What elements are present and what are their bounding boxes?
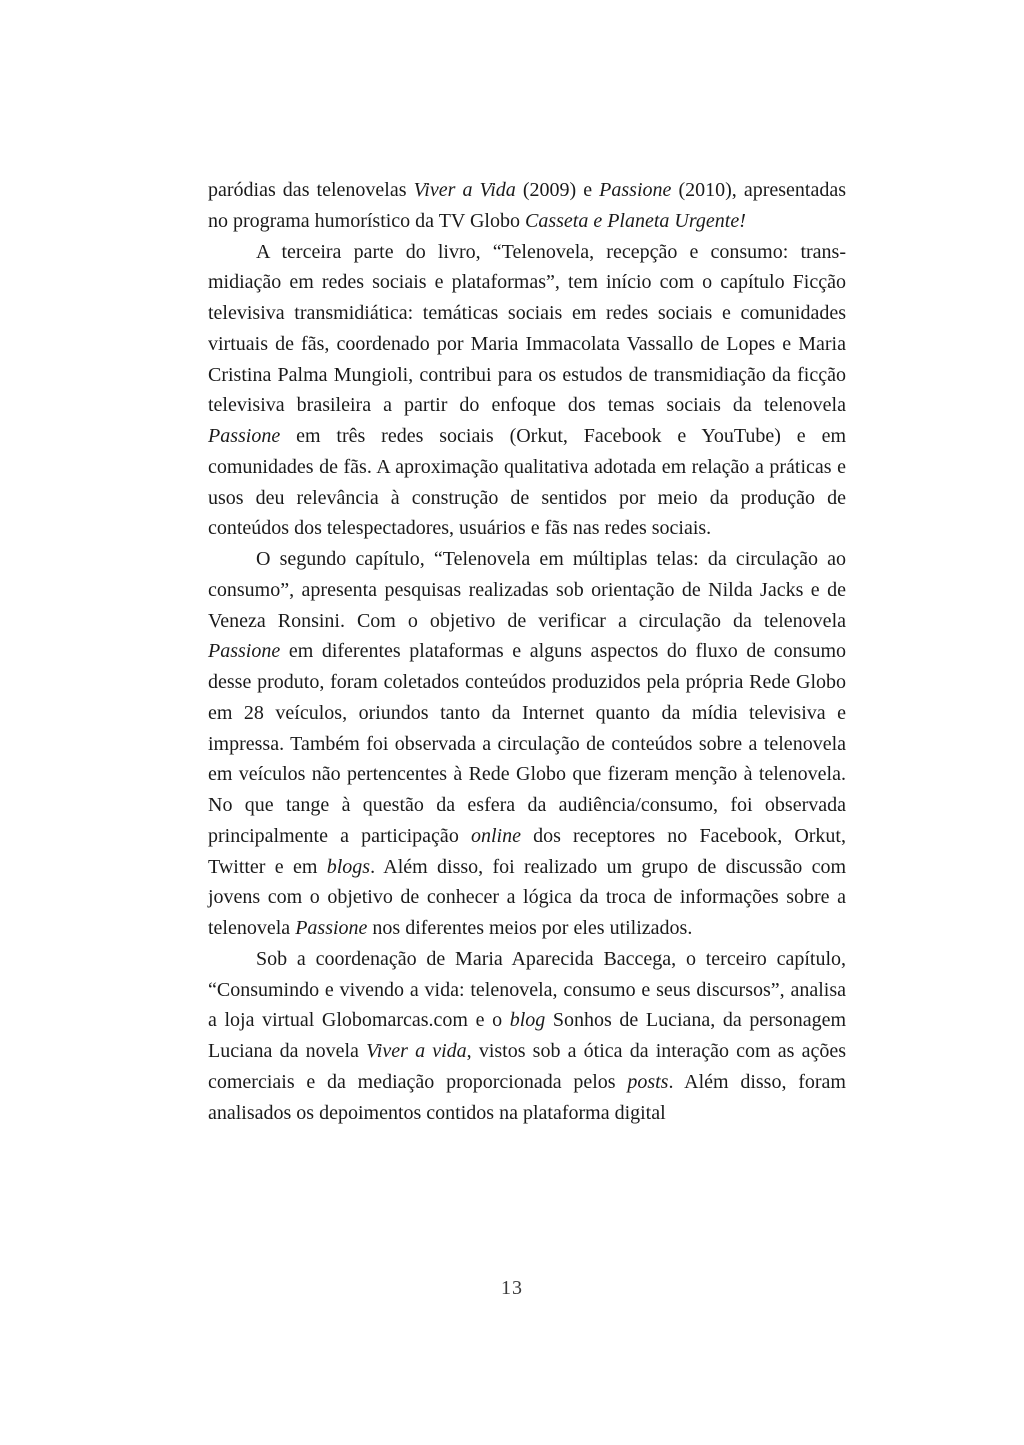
text-run: paródias das telenovelas xyxy=(208,179,414,201)
italic-text: Viver a vida xyxy=(366,1040,467,1062)
italic-text: blogs xyxy=(326,855,371,878)
text-run: em diferentes plataformas e alguns aspectos do fluxo de consumo desse produto, foram coletados conteúdos produzidos pela própria Rede Globo em 28 veículos, oriundos tanto da Internet quanto da mídia televisiva e impressa. Também foi observada a circulação de conteúdos sobre a telenovela em veículos não pertencentes à Rede Globo que fizeram menção à telenovela. No que tange à questão da esfera da audiência/consumo, foi observada principalmente a participação xyxy=(208,640,846,847)
text-run: (2009) e xyxy=(515,179,600,201)
text-run: A terceira parte do livro, “Telenovela, recepção e consumo: transmidiação em redes sociais e plataformas”, tem início com o capítulo Ficção televisiva transmidiática: temáticas sociais em redes sociais e comunidades virtuais de fãs, coordenado por Maria Immacolata Vassallo de Lopes e Maria Cristina Palma Mungioli, contribui para os estudos de transmidiação da ficção televisiva brasileira a partir do enfoque dos temas sociais da telenovela xyxy=(208,240,846,417)
italic-text: Viver a Vida xyxy=(413,179,516,201)
paragraph xyxy=(208,175,846,237)
paragraph xyxy=(208,544,846,944)
text-run: (2010), apresentadas no programa humorístico da TV Globo xyxy=(208,179,846,232)
text-run: , vistos sob a ótica da interação com as ações comerciais e da mediação proporcionada pelos xyxy=(208,1040,847,1093)
italic-text: online xyxy=(470,824,521,847)
text-run: Sob a coordenação de Maria Aparecida Baccega, o terceiro capítulo, “Consumindo e vivendo a vida: telenovela, consumo e seus discursos”, analisa a loja virtual Globomarcas.com e o xyxy=(208,947,846,1032)
text-run: . Além disso, foi realizado um grupo de discussão com jovens com o objetivo de conhecer a lógica da troca de informações sobre a telenovela xyxy=(208,855,847,939)
text-run: O segundo capítulo, “Telenovela em múltiplas telas: da circulação ao consumo”, apresenta pesquisas realizadas sob orientação de Nilda Jacks e de Veneza Ronsini. Com o objetivo de verificar a circulação da telenovela xyxy=(208,548,846,632)
text-run: dos receptores no Facebook, Orkut, Twitter e em xyxy=(208,824,846,878)
text-run: nos diferentes meios por eles utilizados. xyxy=(367,917,693,939)
italic-text: Casseta e Planeta Urgente! xyxy=(525,209,746,232)
text-run: Sonhos de Luciana, da personagem Luciana da novela xyxy=(208,1009,846,1062)
page-number: 13 xyxy=(501,1277,523,1299)
italic-text: Passione xyxy=(599,179,672,201)
paragraph xyxy=(208,237,846,545)
italic-text: Passione xyxy=(208,640,281,663)
italic-text: posts xyxy=(627,1070,669,1093)
paragraph xyxy=(208,944,846,1129)
italic-text: Passione xyxy=(208,425,281,447)
text-run: . Além disso, foram analisados os depoimentos contidos na plataforma digital xyxy=(208,1070,846,1124)
text-run: em três redes sociais (Orkut, Facebook e YouTube) e em comunidades de fãs. A aproximação qualitativa adotada em relação a práticas e usos deu relevância à construção de sentidos por meio da produção de conteúdos dos telespectadores, usuários e fãs nas redes sociais. xyxy=(208,425,846,540)
italic-text: Passione xyxy=(295,917,368,939)
italic-text: blog xyxy=(509,1009,546,1032)
body-text xyxy=(208,175,846,1128)
